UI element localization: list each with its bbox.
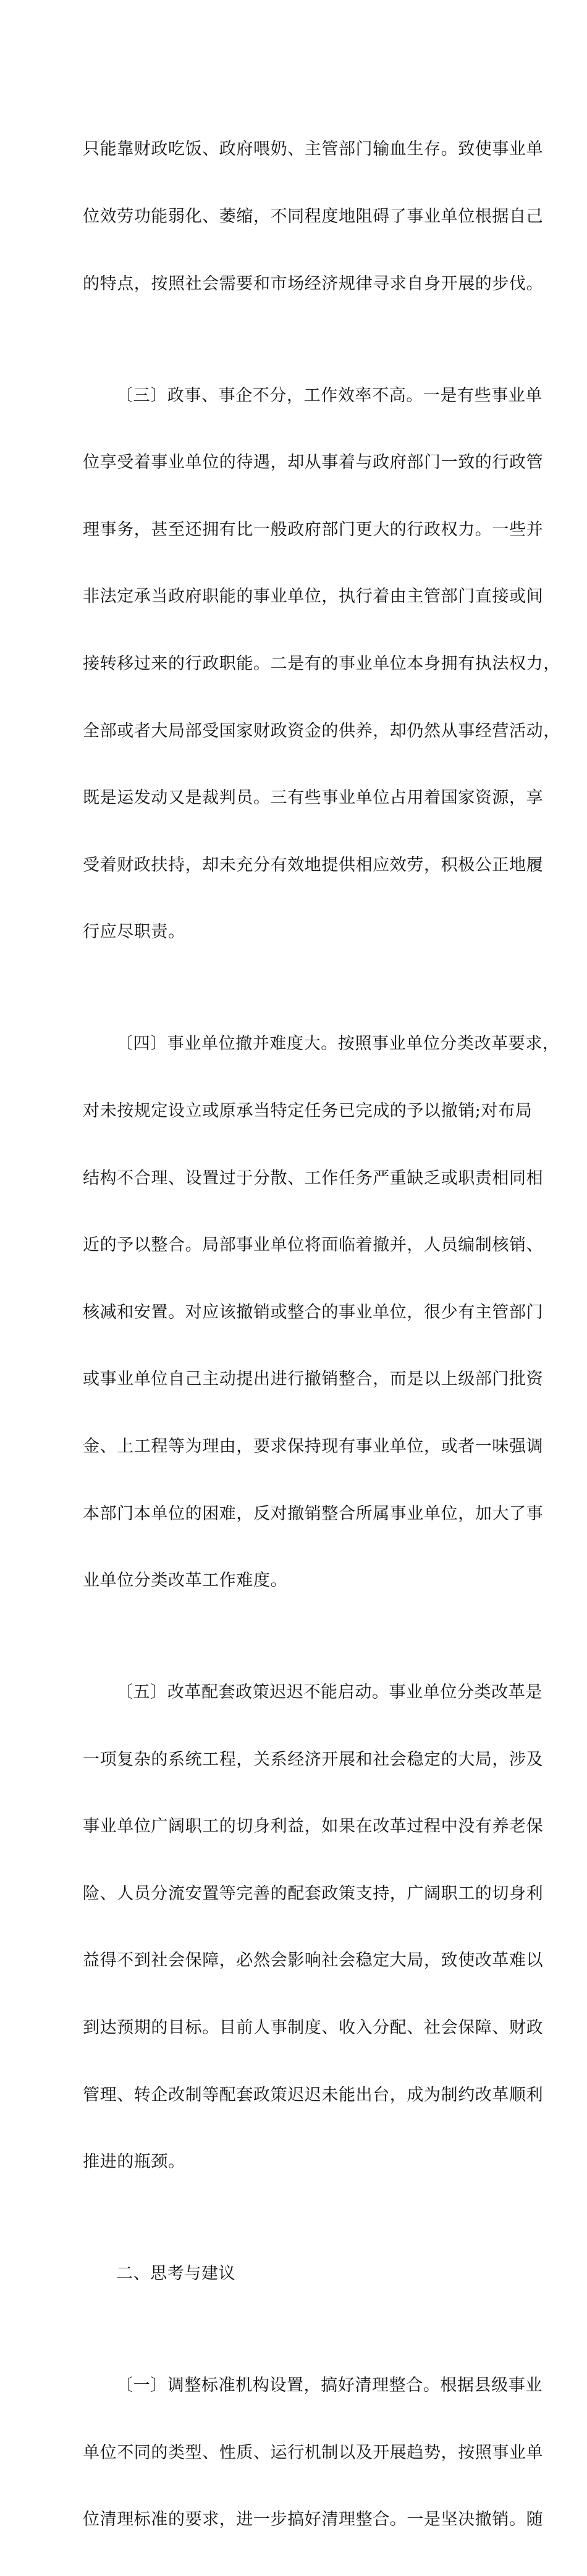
text-line: 非法定承当政府职能的事业单位，执行着由主管部门直接或间 bbox=[83, 587, 544, 607]
text-line: 既是运发动又是裁判员。三有些事业单位占用着国家资源，享 bbox=[83, 788, 544, 808]
text-line: 益得不到社会保障，必然会影响社会稳定大局，致使改革难以 bbox=[83, 1951, 544, 1971]
text-line: 近的予以整合。局部事业单位将面临着撤并，人员编制核销、 bbox=[83, 1235, 544, 1255]
text-line: 〔三〕政事、事企不分，工作效率不高。一是有些事业单 bbox=[116, 385, 543, 405]
paragraph bbox=[83, 94, 544, 340]
text-line: 二、思考与建议 bbox=[116, 2264, 236, 2284]
text-line: 只能靠财政吃饭、政府喂奶、主管部门输血生存。致使事业单 bbox=[83, 140, 544, 159]
text-line: 单位不同的类型、性质、运行机制以及开展趋势，按照事业单 bbox=[83, 2443, 544, 2462]
text-line: 到达预期的目标。目前人事制度、收入分配、社会保障、财政 bbox=[83, 2018, 544, 2038]
text-line: 〔五〕改革配套政策迟迟不能启动。事业单位分类改革是 bbox=[116, 1683, 543, 1703]
paragraph bbox=[83, 2330, 544, 2576]
document-page bbox=[83, 94, 560, 2576]
text-line: 核减和安置。对应该撤销或整合的事业单位，很少有主管部门 bbox=[83, 1302, 544, 1322]
text-line: 对未按规定设立或原承当特定任务已完成的予以撤销;对布局 bbox=[83, 1101, 533, 1121]
section-heading bbox=[83, 2218, 510, 2330]
text-line: 位效劳功能弱化、萎缩，不同程度地阻碍了事业单位根据自己 bbox=[83, 207, 544, 226]
paragraph bbox=[83, 1637, 544, 2218]
text-line: 的特点，按照社会需要和市场经济规律寻求自身开展的步伐。 bbox=[83, 274, 544, 293]
text-line: 或事业单位自己主动提出进行撤销整合，而是以上级部门批资 bbox=[83, 1370, 544, 1389]
text-line: 本部门本单位的困难，反对撤销整合所属事业单位，加大了事 bbox=[83, 1504, 544, 1523]
text-line: 位享受着事业单位的待遇，却从事着与政府部门一致的行政管 bbox=[83, 453, 544, 473]
text-line: 〔四〕事业单位撤并难度大。按照事业单位分类改革要求， bbox=[116, 1034, 560, 1054]
text-line: 险、人员分流安置等完善的配套政策支持，广阔职工的切身利 bbox=[83, 1884, 544, 1903]
text-line: 行应尽职责。 bbox=[83, 922, 185, 942]
paragraph bbox=[83, 340, 560, 988]
text-line: 结构不合理、设置过于分散、工作任务严重缺乏或职责相同相 bbox=[83, 1168, 544, 1188]
text-line: 推进的瓶颈。 bbox=[83, 2152, 185, 2172]
text-line: 受着财政扶持，却未充分有效地提供相应效劳，积极公正地履 bbox=[83, 855, 544, 875]
text-line: 管理、转企改制等配套政策迟迟未能出台，成为制约改革顺利 bbox=[83, 2085, 544, 2105]
text-line: 理事务，甚至还拥有比一般政府部门更大的行政权力。一些并 bbox=[83, 520, 544, 539]
text-line: 位清理标准的要求，进一步搞好清理整合。一是坚决撤销。随 bbox=[83, 2510, 544, 2530]
paragraph bbox=[83, 988, 560, 1637]
text-line: 〔一〕调整标准机构设置，搞好清理整合。根据县级事业 bbox=[116, 2376, 543, 2396]
text-line: 一项复杂的系统工程，关系经济开展和社会稳定的大局，涉及 bbox=[83, 1749, 544, 1769]
text-line: 金、上工程等为理由，要求保持现有事业单位，或者一味强调 bbox=[83, 1436, 544, 1456]
text-line: 业单位分类改革工作难度。 bbox=[83, 1571, 288, 1591]
text-line: 接转移过来的行政职能。二是有的事业单位本身拥有执法权力， bbox=[83, 654, 560, 673]
text-line: 全部或者大局部受国家财政资金的供养，却仍然从事经营活动， bbox=[83, 721, 560, 741]
text-line: 事业单位广阔职工的切身利益，如果在改革过程中没有养老保 bbox=[83, 1817, 544, 1837]
